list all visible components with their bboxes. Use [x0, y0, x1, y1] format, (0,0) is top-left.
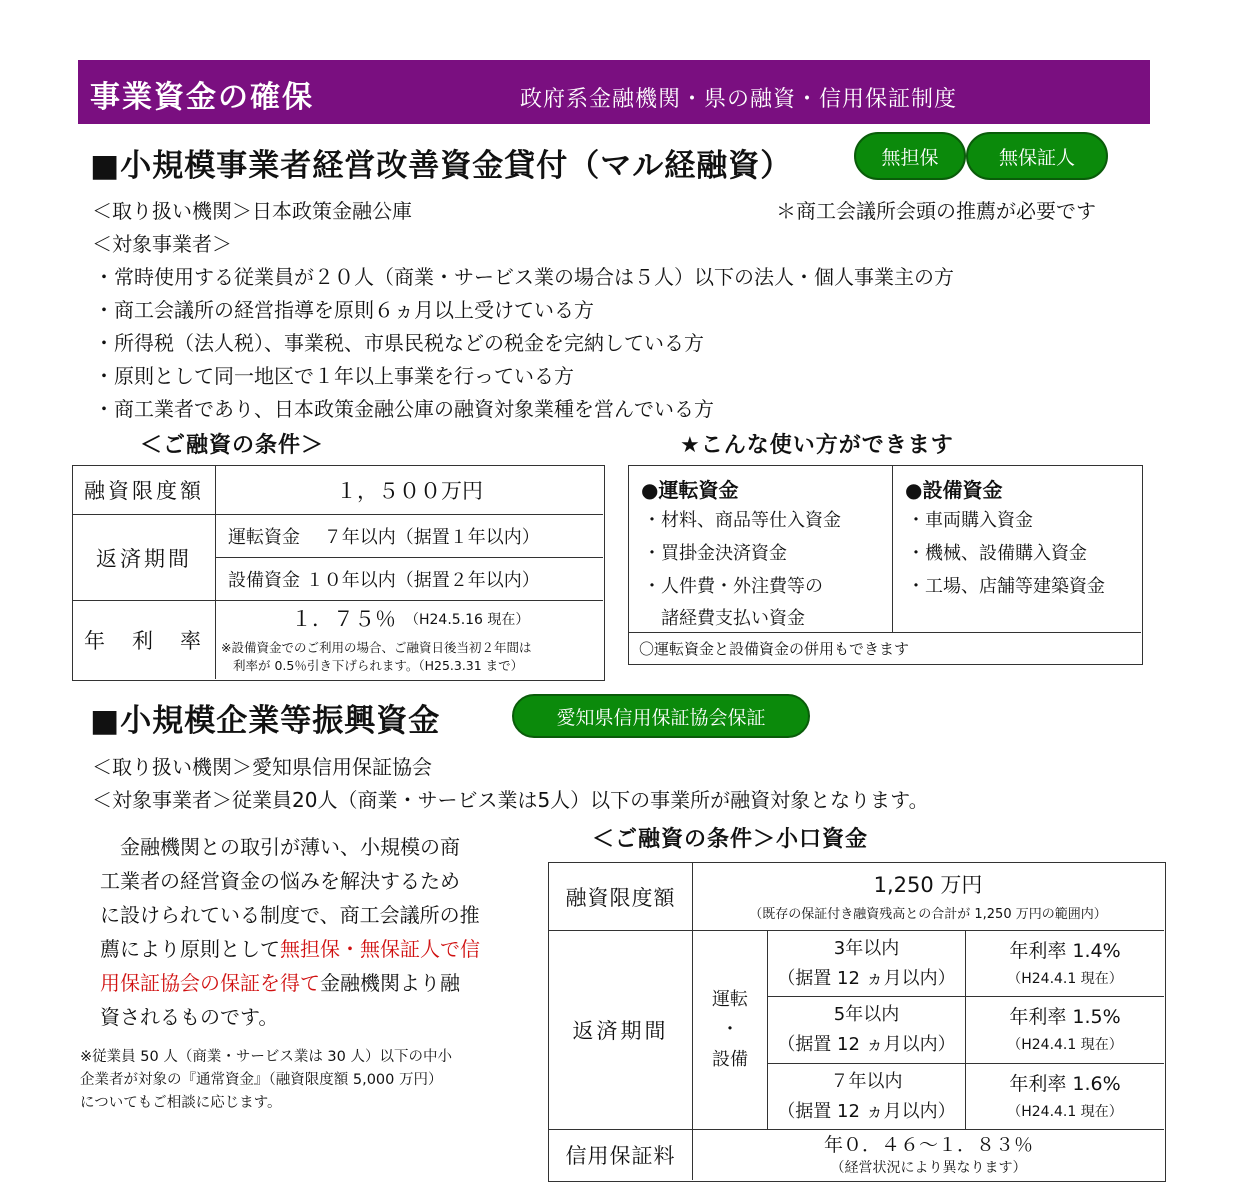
usage-footer: 〇運転資金と設備資金の併用もできます: [639, 640, 910, 658]
limit-label: 融資限度額: [84, 479, 204, 503]
rate-date: （H24.4.1 現在）: [1007, 1037, 1123, 1053]
target-item: ・商工業者であり、日本政策金融公庫の融資対象業種を営んでいる方: [94, 397, 714, 421]
recommendation-note: ＊商工会議所会頭の推薦が必要です: [776, 199, 1096, 223]
section2-heading: ■小規模企業等振興資金: [90, 703, 441, 739]
purpose-text: 設備: [712, 1049, 748, 1070]
rate-note-1: ※設備資金でのご利用の場合、ご融資日後当初２年間は: [221, 640, 532, 655]
para-line: に設けられている制度で、商工会議所の推: [100, 903, 480, 927]
purpose-text: 運転: [712, 989, 748, 1010]
grace-value: （据置 12 ヵ月以内）: [777, 967, 956, 989]
rate-value: 年利率 1.6%: [1009, 1072, 1121, 1095]
badge-no-collateral: 無担保: [854, 132, 966, 180]
limit-label: 融資限度額: [565, 885, 676, 910]
description-paragraph: [100, 830, 520, 1034]
working-item: ・買掛金決済資金: [643, 543, 787, 564]
term-value: ７年以内: [830, 1070, 903, 1092]
limit-note: （既存の保証付き融資残高との合計が 1,250 万円の範囲内）: [749, 907, 1107, 922]
fee-value: 年０．４６～１．８３％: [823, 1134, 1033, 1156]
footnote: [80, 1046, 452, 1115]
repay-label: 返済期間: [73, 514, 215, 600]
working-item: 諸経費支払い資金: [643, 608, 805, 629]
badge-guarantee: 愛知県信用保証協会保証: [512, 694, 810, 738]
para-text: 薦により原則として: [100, 937, 280, 961]
para-line: 金融機関との取引が薄い、小規模の商: [100, 835, 460, 859]
grace-value: （据置 12 ヵ月以内）: [777, 1034, 956, 1055]
conditions-table: [72, 465, 605, 681]
banner-subtitle: 政府系金融機関・県の融資・信用保証制度: [520, 87, 958, 112]
usage-heading: ★こんな使い方ができます: [680, 433, 954, 458]
usage-box: [628, 465, 1143, 665]
fee-label: 信用保証料: [549, 1129, 692, 1180]
fee-note: （経営状況により異なります）: [830, 1160, 1027, 1176]
purpose-cell: [692, 930, 767, 1129]
rate-value: 年利率 1.5%: [1009, 1006, 1121, 1028]
section2-conditions-heading: ＜ご融資の条件＞小口資金: [592, 827, 869, 852]
equipment-item: ・工場、店舗等建築資金: [907, 576, 1105, 597]
rate-cell: [965, 930, 1164, 996]
banner-title: 事業資金の確保: [90, 80, 314, 115]
equipment-title: ●設備資金: [905, 478, 1003, 502]
limit-value: 1,250 万円: [873, 873, 983, 897]
footnote-line: ※従業員 50 人（商業・サービス業は 30 人）以下の中小: [80, 1049, 452, 1065]
grace-value: （据置 12 ヵ月以内）: [777, 1100, 956, 1122]
target-item: ・原則として同一地区で１年以上事業を行っている方: [94, 364, 574, 388]
target-item: ・常時使用する従業員が２０人（商業・サービス業の場合は５人）以下の法人・個人事業主の方: [94, 265, 954, 289]
usage-divider: [892, 466, 893, 632]
rate-label: 年 利 率: [73, 600, 215, 679]
target-item: ・所得税（法人税）、事業税、市県民税などの税金を完納している方: [94, 331, 704, 355]
footnote-line: 企業者が対象の『通常資金』（融資限度額 5,000 万円）: [80, 1072, 443, 1088]
term-cell: [767, 996, 965, 1063]
footnote-line: についてもご相談に応じます。: [80, 1095, 282, 1111]
fee-cell: [692, 1129, 1164, 1180]
target-heading: ＜対象事業者＞: [92, 232, 232, 256]
para-line: 工業者の経営資金の悩みを解決するため: [100, 869, 460, 893]
term-cell: [767, 930, 965, 996]
rate-cell: [965, 1063, 1164, 1129]
rate-value: １．７５％: [291, 607, 396, 631]
limit-value: １，５００万円: [215, 466, 603, 514]
term-value: 5年以内: [833, 1004, 900, 1025]
rate-date: （H24.4.1 現在）: [1007, 970, 1123, 987]
section2-target: ＜対象事業者＞従業員20人（商業・サービス業は5人）以下の事業所が融資対象となります。: [92, 788, 929, 812]
badge-no-guarantor: 無保証人: [966, 132, 1108, 180]
rate-value: 年利率 1.4%: [1009, 939, 1121, 962]
rate-cell: [965, 996, 1164, 1063]
term-cell: [767, 1063, 965, 1129]
usage-footer-divider: [629, 632, 1141, 633]
para-text: 金融機関より融: [320, 971, 460, 995]
para-line: [100, 932, 520, 966]
repay-label: 返済期間: [549, 930, 692, 1129]
small-loan-table: [548, 862, 1166, 1182]
working-item: ・人件費・外注費等の: [643, 576, 823, 597]
working-title: ●運転資金: [641, 478, 739, 502]
repay-equipment: 設備資金 １０年以内（据置２年以内）: [215, 557, 603, 600]
rate-date: （H24.4.1 現在）: [1007, 1103, 1123, 1120]
conditions-heading: ＜ご融資の条件＞: [140, 433, 325, 458]
rate-date: （H24.5.16 現在）: [405, 612, 530, 628]
equipment-item: ・車両購入資金: [907, 510, 1033, 531]
section2-institution: ＜取り扱い機関＞愛知県信用保証協会: [92, 755, 432, 779]
working-item: ・材料、商品等仕入資金: [643, 510, 841, 531]
para-highlight: 用保証協会の保証を得て: [100, 971, 320, 995]
term-value: 3年以内: [833, 937, 900, 959]
rate-note-2: 利率が 0.5％引き下げられます。（H25.3.31 まで）: [233, 658, 524, 673]
para-highlight: 無担保・無保証人で信: [280, 937, 480, 961]
para-line: [100, 966, 520, 1000]
section1-heading: ■小規模事業者経営改善資金貸付（マル経融資）: [90, 148, 793, 184]
equipment-item: ・機械、設備購入資金: [907, 543, 1087, 564]
purpose-text: ・: [721, 1019, 739, 1040]
target-item: ・商工会議所の経営指導を原則６ヵ月以上受けている方: [94, 298, 594, 322]
para-line: 資されるものです。: [100, 1005, 279, 1029]
repay-working: 運転資金 ７年以内（据置１年以内）: [215, 514, 603, 557]
section1-institution: ＜取り扱い機関＞日本政策金融公庫: [92, 199, 412, 223]
